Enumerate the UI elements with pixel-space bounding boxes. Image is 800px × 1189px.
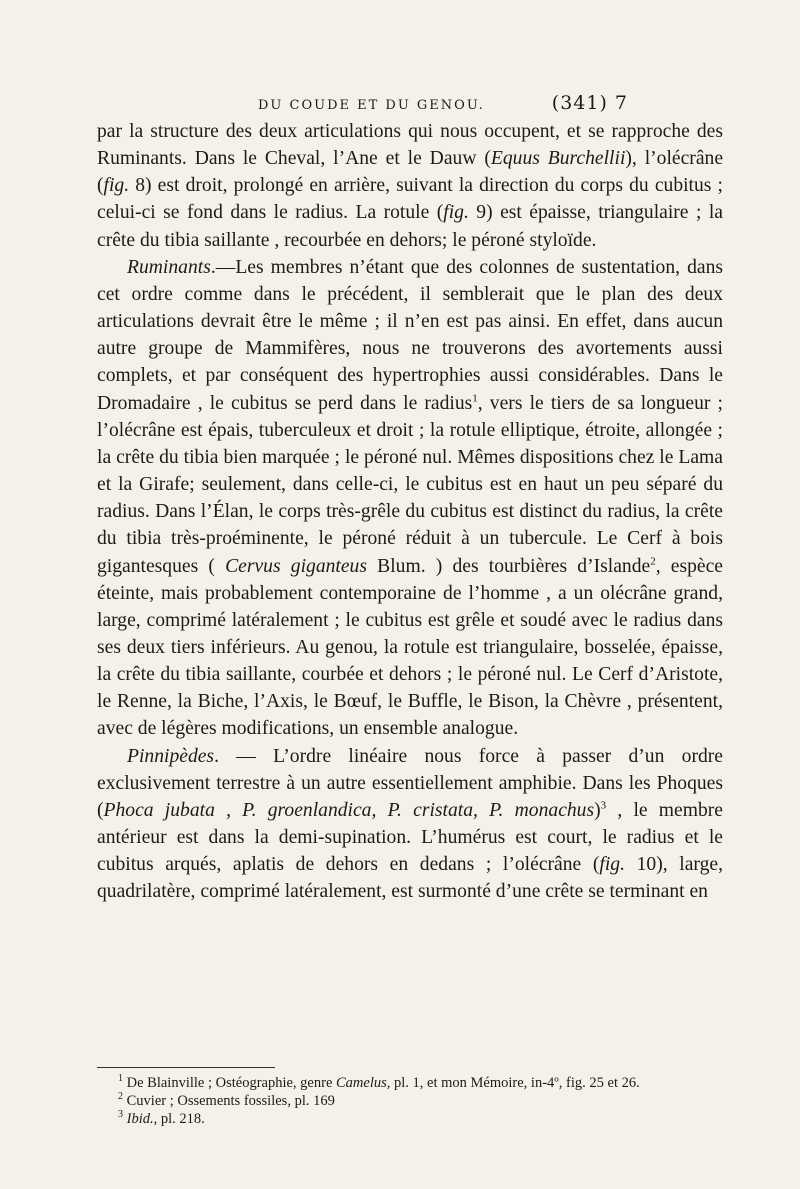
italic-run: Equus Burchellii bbox=[490, 148, 626, 170]
text-run: ), l’olécrâne ( bbox=[97, 148, 724, 197]
page-header bbox=[258, 92, 628, 114]
text-run: Cuvier ; Ossements fossiles, pl. 169 bbox=[123, 1093, 335, 1109]
page-number: (341) 7 bbox=[551, 92, 628, 114]
running-head: DU COUDE ET DU GENOU. bbox=[258, 98, 485, 113]
text-run: , vers le tiers de sa longueur ; l’olécrâne est épais, tuberculeux et droit ; la rotule elliptique, étroite, allongée ; la crête du tibia bien marquée ; le péroné nul. Mêmes dispositions chez le Lama et la Girafe; seulement, dans celle-ci, le cubitus est en haut un peu séparé du radius. Dans l’Élan, le corps très-grêle du cubitus est distinct du radius, la crête du tibia très-proéminente, le péroné réduit à un tubercule. Le Cerf à bois gigantesques ( bbox=[97, 392, 723, 577]
italic-run: Ibid. bbox=[123, 1111, 154, 1127]
italic-run: Phoca jubata , P. groenlandica, P. cristata, P. monachus bbox=[103, 799, 595, 821]
italic-run: fig. bbox=[443, 202, 469, 224]
footnote-mark: 1 bbox=[118, 1073, 123, 1085]
text-run: , pl. 1, et mon Mémoire, in-4º, fig. 25 et 26. bbox=[386, 1075, 640, 1091]
text-run: De Blainville ; Ostéographie, genre bbox=[123, 1075, 337, 1091]
text-run: , espèce éteinte, mais probablement contemporaine de l’homme , a un olécrâne grand, large, comprimé latéralement ; le cubitus est grêle et soudé avec le radius dans ses deux tiers inférieurs. Au genou, la rotule est triangulaire, bosselée, épaisse, la crête du tibia saillante, courbée et dehors ; le péroné nul. Le Cerf d’Aristote, le Renne, la Biche, l’Axis, le Bœuf, le Buffle, le Bison, la Chèvre , présentent, avec de légères modifications, un ensemble analogue. bbox=[97, 555, 723, 740]
text-run: 8) est droit, prolongé en arrière, suivant la direction du corps du cubitus ; celui-ci se fond dans le radius. La rotule ( bbox=[97, 175, 723, 224]
footnotes bbox=[118, 1074, 723, 1128]
paragraph-pinnipeds bbox=[97, 743, 723, 906]
footnote-3 bbox=[118, 1110, 723, 1128]
text-run: 10), large, quadrilatère, comprimé latéralement, est surmonté d’une crête se terminant en bbox=[97, 854, 723, 903]
italic-run: fig. bbox=[103, 175, 130, 197]
italic-run: fig. bbox=[599, 854, 625, 876]
italic-run: Cervus giganteus bbox=[225, 555, 367, 577]
section-heading-ruminants: Ruminants bbox=[127, 256, 211, 278]
text-run: .—Les membres n’étant que des colonnes de sustentation, dans cet ordre comme dans le précédent, il semblerait que le plan des deux articulations devrait être le même ; il n’en est pas ainsi. En effet, dans aucun autre groupe de Mammifères, nous ne trouverons des avortements aussi complets, et par conséquent des hypertrophies aussi considérables. Dans le Dromadaire , le cubitus se perd dans le radius bbox=[97, 256, 723, 414]
text-run: par la structure des deux articulations qui nous occupent, et se rapproche des Ruminants. Dans le Cheval, l’Ane et le Dauw ( bbox=[97, 121, 723, 170]
footnote-ref[interactable]: 2 bbox=[650, 554, 656, 567]
text-run: Blum. ) des tourbières d’Islande bbox=[366, 555, 651, 577]
footnote-ref[interactable]: 1 bbox=[472, 392, 478, 405]
footnote-ref[interactable]: 3 bbox=[600, 799, 607, 812]
body-text bbox=[97, 118, 723, 906]
footnote-1 bbox=[118, 1074, 723, 1092]
footnote-2 bbox=[118, 1092, 723, 1110]
footnote-mark: 3 bbox=[118, 1109, 123, 1121]
footnote-divider bbox=[97, 1067, 275, 1068]
text-run: , pl. 218. bbox=[153, 1111, 205, 1127]
paragraph-equids bbox=[97, 118, 723, 254]
italic-run: Camelus bbox=[336, 1075, 387, 1091]
footnote-mark: 2 bbox=[118, 1091, 123, 1103]
text-run: ) bbox=[594, 799, 601, 821]
text-run: 9) est épaisse, triangulaire ; la crête du tibia saillante , recourbée en dehors; le péroné styloïde. bbox=[97, 202, 723, 251]
text-run: , le membre antérieur est dans la demi-supination. L’humérus est court, le radius et le cubitus arqués, aplatis de dehors en dedans ; l’olécrâne ( bbox=[97, 799, 723, 876]
paragraph-ruminants bbox=[97, 254, 723, 743]
section-heading-pinnipeds: Pinnipèdes bbox=[127, 745, 215, 767]
text-run: . — L’ordre linéaire nous force à passer d’un ordre exclusivement terrestre à un autre essentiellement amphibie. Dans les Phoques ( bbox=[97, 745, 723, 821]
